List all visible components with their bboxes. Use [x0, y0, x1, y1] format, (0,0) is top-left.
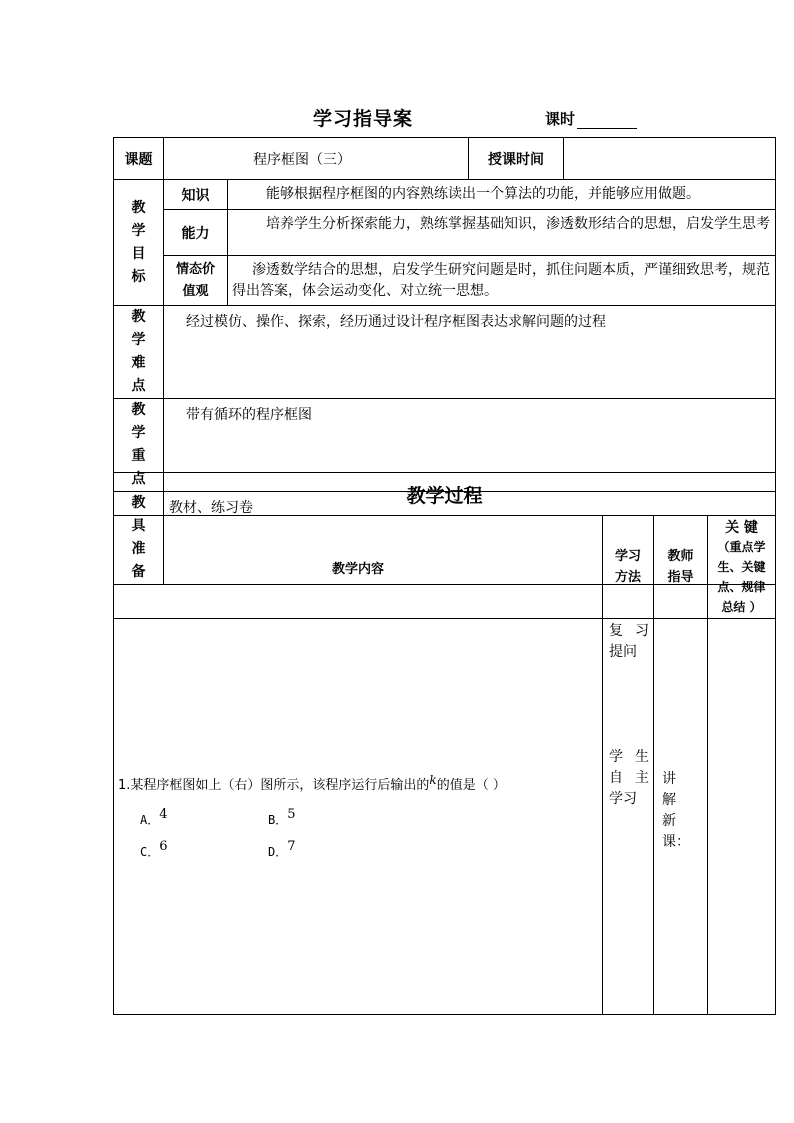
option-row-1 — [118, 807, 598, 833]
topic-label: 课题 — [114, 138, 164, 180]
difficulty-text: 经过模仿、操作、探索，经历通过设计程序框图表达求解问题的过程 — [164, 306, 776, 399]
key-column-header-top: 关 键 — [725, 520, 758, 536]
question-stem-after: 的值是（ ） — [436, 778, 506, 793]
document-title: 学习指导案 — [313, 108, 414, 130]
option-c-value: 6 — [159, 839, 168, 854]
time-value[interactable] — [564, 138, 776, 180]
title-row — [0, 104, 794, 134]
content-cell — [114, 619, 603, 1015]
option-b[interactable] — [268, 807, 296, 828]
option-d-label: D． — [268, 845, 288, 859]
content-column-header: 教学内容 — [114, 516, 603, 619]
time-label: 授课时间 — [469, 138, 564, 180]
method-cell — [603, 619, 654, 1015]
option-a-value: 4 — [159, 807, 168, 822]
question-stem — [118, 774, 598, 793]
option-b-value: 5 — [287, 807, 296, 822]
option-d[interactable] — [268, 839, 296, 860]
teacher-cell — [654, 619, 708, 1015]
difficulty-label: 教学难点 — [114, 306, 164, 399]
question-stem-before: 1.某程序框图如上（右）图所示，该程序运行后输出的 — [118, 778, 430, 793]
emotion-text: 渗透数学结合的思想，启发学生研究问题是时，抓住问题本质，严谨细致思考，规范得出答案，体会运动变化、对立统一思想。 — [228, 256, 776, 306]
tools-label: 教具准备 — [114, 492, 164, 585]
option-row-2 — [118, 839, 598, 865]
goals-label: 教学目标 — [114, 180, 164, 306]
key-point-text: 带有循环的程序框图 — [164, 399, 776, 492]
topic-value: 程序框图（三） — [164, 138, 469, 180]
option-a[interactable] — [140, 807, 168, 828]
period-label — [545, 108, 637, 129]
knowledge-text: 能够根据程序框图的内容熟练读出一个算法的功能，并能够应用做题。 — [228, 180, 776, 210]
key-column-header — [708, 516, 776, 619]
option-c[interactable] — [140, 839, 168, 860]
key-cell — [708, 619, 776, 1015]
option-a-label: A． — [140, 813, 160, 827]
question-variable-k: k — [429, 773, 437, 787]
key-column-header-detail: （重点学生、关键点、规律总结 ） — [717, 540, 766, 614]
teaching-process-table — [113, 472, 776, 1015]
question-1 — [118, 774, 598, 865]
process-title: 教学过程 — [114, 473, 776, 516]
ability-label: 能力 — [164, 210, 228, 256]
teacher-explain-new: 讲解新课： — [662, 771, 690, 850]
option-c-label: C． — [140, 845, 160, 859]
ability-text: 培养学生分析探索能力，熟练掌握基础知识，渗透数形结合的思想，启发学生思考 — [228, 210, 776, 256]
key-point-label: 教学重点 — [114, 399, 164, 492]
knowledge-label: 知识 — [164, 180, 228, 210]
period-blank-line — [577, 112, 637, 129]
method-self-study: 学 生自 主学习 — [609, 749, 649, 807]
option-d-value: 7 — [287, 839, 296, 854]
tools-text: 教材、练习卷 — [164, 492, 776, 585]
period-label-text: 课时 — [545, 110, 576, 128]
method-review: 复 习提问 — [609, 623, 649, 660]
teacher-column-header: 教师指导 — [654, 516, 708, 619]
method-column-header: 学习方法 — [603, 516, 654, 619]
emotion-label: 情态价值观 — [164, 256, 228, 306]
option-b-label: B． — [268, 813, 288, 827]
